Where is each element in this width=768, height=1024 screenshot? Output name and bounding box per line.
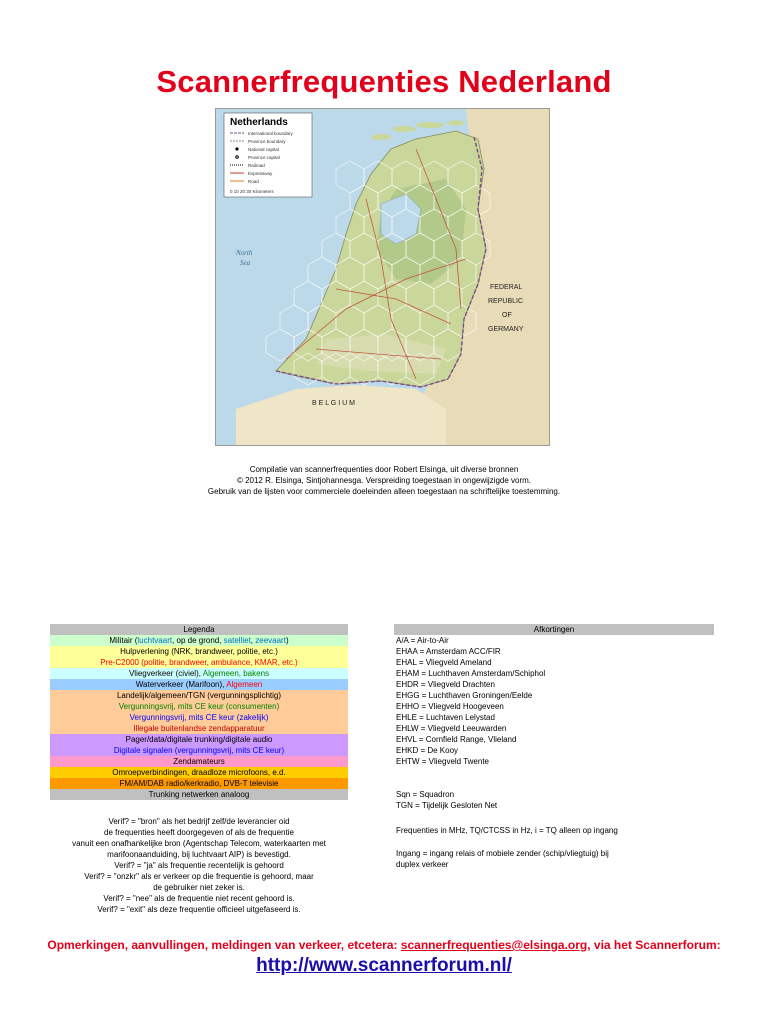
verif-line: Verif? = "ja" als frequentie recentelijk is gehoord [114,861,284,870]
page-title: Scannerfrequenties Nederland [156,64,612,99]
map-legend-item: Expressway [248,171,273,176]
legend-row-text: Waterverkeer (Marifoon), [135,680,227,689]
verif-line: Verif? = "onzkr" als er verkeer op die frequentie is gehoord, maar [84,872,314,881]
legend-row [50,690,348,701]
legend-table [50,624,348,800]
map-legend-item: Province capital [248,155,280,160]
abbreviation-item: TGN = Tijdelijk Gesloten Net [396,801,498,810]
legend-row-text: Illegale buitenlandse zendapparatuur [133,724,265,733]
email-link[interactable]: scannerfrequenties@elsinga.org [400,938,588,952]
verif-line: de gebruiker niet zeker is. [153,883,245,892]
sea-label: Sea [240,259,251,267]
frequency-note: Frequenties in MHz, TQ/CTCSS in Hz, i = TQ alleen op ingang [396,826,618,835]
legend-row [50,668,348,679]
map-legend-item: National capital [248,147,279,152]
legend-row [50,756,348,767]
abbreviation-item: Sqn = Squadron [396,790,455,799]
legend-row-text: , [250,636,256,645]
legend-row-text: Zendamateurs [173,757,225,766]
verification-notes [50,816,348,915]
intro-line: Gebruik van de lijsten voor commerciele doeleinden alleen toegestaan na schriftelijke toestemming. [207,487,561,496]
legend-row-text: Algemeen, bakens [202,669,270,678]
intro-line: Compilatie van scannerfrequenties door Robert Elsinga, uit diverse bronnen [249,465,519,474]
map-legend-item: Railroad [248,163,265,168]
country-label: GERMANY [488,326,524,333]
legend-row-text: Pager/data/digitale trunking/digitale audio [125,735,273,744]
legend-row [50,723,348,734]
abbreviation-item: EHKD = De Kooy [396,746,459,755]
legend-row-text: zeevaart [255,636,286,645]
verif-line: Verif? = "bron" als het bedrijf zelf/de leverancier oid [108,817,290,826]
legend-row-text: Trunking netwerken analoog [148,790,250,799]
legend-row-text: Militair ( [109,636,138,645]
sea-label: North [236,249,253,257]
legend-row [50,745,348,756]
legend-row-text: Omroepverbindingen, draadloze microfoons, e.d. [112,768,286,777]
legend-row-text: Hulpverlening (NRK, brandweer, politie, etc.) [120,647,278,656]
abbreviation-item: EHAM = Luchthaven Amsterdam/Schiphol [396,669,546,678]
map-legend-item: Province boundary [248,139,286,144]
legend-row [50,712,348,723]
legend-row-text: Digitale signalen (vergunningsvrij, mits CE keur) [113,746,285,755]
legend-row [50,734,348,745]
abbreviation-item: EHHO = Vliegveld Hoogeveen [396,702,504,711]
legend-row-text: ) [285,636,289,645]
verif-line: Verif? = "exit" als deze frequentie officieel uitgefaseerd is. [97,905,301,914]
abbreviation-item: EHVL = Cornfield Range, Vlieland [396,735,517,744]
legend-row-text: Vliegverkeer (civiel), [128,669,203,678]
legend-row-text: luchtvaart [137,636,173,645]
legend-row [50,789,348,800]
ingang-note-line: duplex verkeer [396,860,449,869]
legend-header: Legenda [50,624,348,635]
abbreviation-item: EHAL = Vliegveld Ameland [396,658,492,667]
map-scale: 0 10 20 30 Kilometers [230,189,274,194]
legend-row-text: Landelijk/algemeen/TGN (vergunningsplichtig) [116,691,282,700]
abbreviation-item: EHLE = Luchtaven Lelystad [396,713,495,722]
footer-text [0,938,768,952]
netherlands-map [215,108,550,446]
country-label: FEDERAL [490,284,523,291]
country-label: OF [502,312,512,319]
abbreviation-item: A/A = Air-to-Air [396,636,449,645]
country-label: REPUBLIC [488,298,524,305]
legend-row-text: Pre-C2000 (politie, brandweer, ambulance, KMAR, etc.) [100,658,298,667]
map-legend-item: International boundary [248,131,293,136]
abbreviation-item: EHGG = Luchthaven Groningen/Eelde [396,691,533,700]
legend-row-text: Vergunningsvrij, mits CE keur (zakelijk) [129,713,269,722]
map-heading: Netherlands [230,117,288,128]
intro-text [0,464,768,497]
abbreviations-header: Afkortingen [394,624,714,635]
legend-row [50,679,348,690]
footer-suffix: , via het Scannerforum: [587,938,721,952]
map-legend-item: Road [248,179,259,184]
forum-url [0,955,768,977]
intro-line: © 2012 R. Elsinga, Sintjohannesga. Verspreiding toegestaan in ongewijzigde vorm. [236,476,532,485]
legend-row [50,646,348,657]
verif-line: de frequenties heeft doorgegeven of als de frequentie [104,828,294,837]
legend-row-text: Algemeen [226,680,263,689]
legend-row-text: , op de grond, [172,636,224,645]
abbreviations-table [394,624,714,870]
verif-line: marifoonaanduiding, bij luchtvaart AIP) is bevestigd. [107,850,291,859]
legend-row [50,778,348,789]
legend-row [50,767,348,778]
legend-row-text: Vergunningsvrij, mits CE keur (consumenten) [118,702,280,711]
abbreviation-item: EHAA = Amsterdam ACC/FIR [396,647,501,656]
footer-prefix: Opmerkingen, aanvullingen, meldingen van verkeer, etcetera: [47,938,401,952]
abbreviation-item: EHTW = Vliegveld Twente [396,757,490,766]
legend-row [50,657,348,668]
verif-line: vanuit een onafhankelijke bron (Agentschap Telecom, waterkaarten met [72,839,326,848]
ingang-note-line: Ingang = ingang relais of mobiele zender (schip/vliegtuig) bij [396,849,609,858]
legend-row [50,701,348,712]
abbreviation-item: EHDR = Vliegveld Drachten [396,680,495,689]
legend-row [50,635,348,646]
abbreviation-item: EHLW = Vliegveld Leeuwarden [396,724,507,733]
country-label: B E L G I U M [312,400,355,407]
forum-link[interactable]: http://www.scannerforum.nl/ [256,955,512,976]
legend-row-text: satelliet [223,636,251,645]
legend-row-text: FM/AM/DAB radio/kerkradio, DVB-T televisie [119,779,279,788]
ingang-note [394,848,714,870]
verif-line: Verif? = "nee" als de frequentie niet recent gehoord is. [103,894,295,903]
